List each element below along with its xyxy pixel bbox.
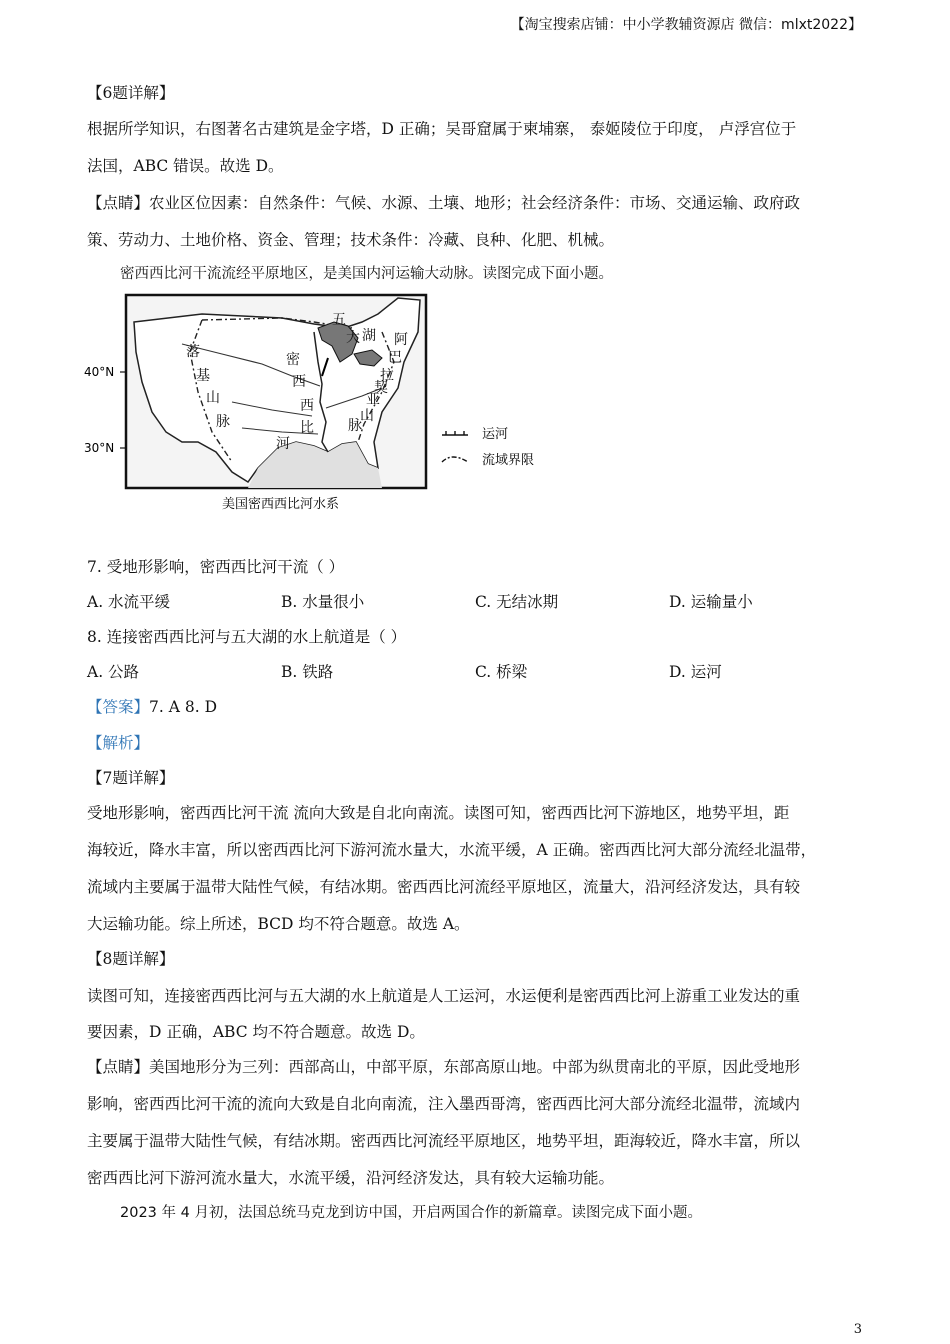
- q7-option-c: C. 无结冰期: [475, 593, 559, 611]
- q8-option-a: A. 公路: [87, 663, 140, 681]
- q8-line: 要因素，D 正确，ABC 均不符合题意。故选 D。: [87, 1023, 425, 1041]
- svg-text:西: 西: [300, 398, 314, 414]
- svg-text:山: 山: [206, 390, 220, 406]
- answer-text: 7. A 8. D: [149, 698, 217, 716]
- lat30-label: 30°N: [84, 441, 115, 455]
- svg-text:拉: 拉: [380, 368, 394, 384]
- point-line: 策、劳动力、土地价格、资金、管理；技术条件：冷藏、良种、化肥、机械。: [87, 231, 615, 249]
- svg-text:湖: 湖: [362, 328, 376, 344]
- q7-line: 大运输功能。综上所述，BCD 均不符合题意。故选 A。: [87, 915, 470, 933]
- q7-stem: 7. 受地形影响，密西西比河干流（ ）: [87, 558, 345, 576]
- q8-option-c: C. 桥梁: [475, 663, 528, 681]
- svg-text:阿: 阿: [394, 332, 408, 348]
- q7-option-b: B. 水量很小: [281, 593, 365, 611]
- q7-title: 【7题详解】: [87, 769, 175, 787]
- svg-text:比: 比: [300, 420, 314, 436]
- q7-line: 海较近，降水丰富，所以密西西比河下游河流水量大，水流平缓，A 正确。密西西比河大部分流经北温带，: [87, 841, 817, 859]
- answer-row: [87, 695, 217, 717]
- svg-text:巴: 巴: [388, 350, 402, 366]
- svg-text:五: 五: [332, 312, 346, 328]
- svg-text:运河: 运河: [482, 427, 509, 442]
- mississippi-map: [82, 292, 562, 517]
- svg-text:西: 西: [292, 374, 306, 390]
- point2-line: 【点睛】美国地形分为三列：西部高山，中部平原，东部高原山地。中部为纵贯南北的平原，因此受地形: [87, 1058, 801, 1076]
- lat40-label: 40°N: [84, 365, 115, 379]
- q8-stem: 8. 连接密西西比河与五大湖的水上航道是（ ）: [87, 628, 407, 646]
- legend-canal: [442, 427, 508, 442]
- q6-line: 根据所学知识，右图著名古建筑是金字塔，D 正确；吴哥窟属于柬埔寨， 泰姬陵位于印度， 卢浮宫位于: [87, 120, 797, 138]
- q7-line: 流域内主要属于温带大陆性气候，有结冰期。密西西比河流经平原地区，流量大，沿河经济发达，具有较: [87, 878, 801, 896]
- page-number: 3: [853, 1322, 862, 1337]
- svg-text:密: 密: [286, 352, 300, 368]
- point2-line: 密西西比河下游河流水量大，水流平缓，沿河经济发达，具有较大运输功能。: [87, 1169, 615, 1187]
- svg-text:脉: 脉: [348, 418, 362, 434]
- svg-text:亚: 亚: [366, 392, 380, 408]
- q8-title: 【8题详解】: [87, 950, 175, 968]
- intro-text-2: 2023 年 4 月初，法国总统马克龙到访中国，开启两国合作的新篇章。读图完成下面小题。: [120, 1205, 702, 1221]
- q8-option-d: D. 运河: [669, 663, 722, 681]
- q6-line: 法国，ABC 错误。故选 D。: [87, 157, 284, 175]
- svg-text:河: 河: [276, 436, 290, 452]
- q7-line: 受地形影响，密西西比河干流 流向大致是自北向南流。读图可知，密西西比河下游地区，地势平坦，距: [87, 804, 790, 822]
- q6-title: 【6题详解】: [87, 84, 175, 102]
- point2-line: 影响，密西西比河干流的流向大致是自北向南流，注入墨西哥湾，密西西比河大部分流经北温带，流域内: [87, 1095, 801, 1113]
- svg-text:脉: 脉: [216, 414, 230, 430]
- svg-text:大: 大: [346, 330, 360, 346]
- intro-text: 密西西比河干流流经平原地区，是美国内河运输大动脉。读图完成下面小题。: [120, 266, 613, 282]
- map-caption: 美国密西西比河水系: [222, 497, 340, 512]
- q8-line: 读图可知，连接密西西比河与五大湖的水上航道是人工运河，水运便利是密西西比河上游重工业发达的重: [87, 987, 801, 1005]
- q8-option-b: B. 铁路: [281, 663, 334, 681]
- point-line: 【点睛】农业区位因素：自然条件：气候、水源、土壤、地形；社会经济条件：市场、交通运输、政府政: [87, 194, 801, 212]
- q7-option-d: D. 运输量小: [669, 593, 753, 611]
- analysis-label: 【解析】: [87, 734, 150, 752]
- point2-line: 主要属于温带大陆性气候，有结冰期。密西西比河流经平原地区，地势平坦，距海较近，降水丰富，所以: [87, 1132, 801, 1150]
- svg-text:契: 契: [374, 380, 388, 396]
- legend-boundary: [442, 452, 534, 468]
- page-header: 【淘宝搜索店铺：中小学教辅资源店 微信：mlxt2022】: [510, 17, 862, 33]
- svg-text:山: 山: [360, 408, 374, 424]
- answer-label: 【答案】: [87, 698, 150, 716]
- svg-text:流域界限: 流域界限: [482, 453, 535, 468]
- q7-option-a: A. 水流平缓: [87, 593, 171, 611]
- svg-text:落: 落: [186, 344, 200, 360]
- svg-text:基: 基: [196, 368, 210, 384]
